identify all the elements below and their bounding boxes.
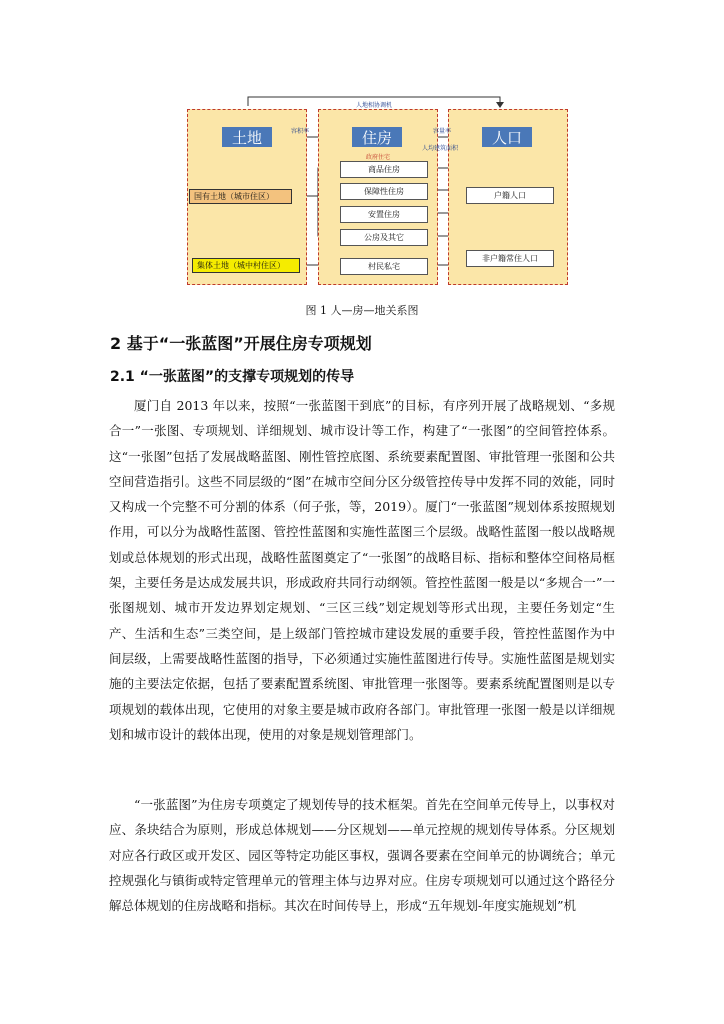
relationship-diagram [0, 0, 724, 300]
land-housing-label: 容积率 [291, 128, 310, 135]
housing-header: 住房 [352, 127, 402, 147]
collective-land-box: 集体土地（城中村住区） [192, 258, 300, 273]
registered-population: 户籍人口 [466, 187, 554, 204]
paragraph-1 [109, 393, 615, 747]
state-land-box: 国有土地（城市住区） [189, 189, 292, 204]
paragraph-2-text: “一张蓝图”为住房专项奠定了规划传导的技术框架。首先在空间单元传导上，以事权对应、条块结合为原则，形成总体规划——分区规划——单元控规的规划传导体系。分区规划对应各行政区或开发区、园区等特定功能区事权，强调各要素在空间单元的协调统合；单元控规强化与镇街或特定管理单元的管理主体与边界对应。住房专项规划可以通过这个路径分解总体规划的住房战略和指标。其次在时间传导上，形成“五年规划-年度实施规划”机 [109, 797, 615, 914]
section-title: 2 基于“一张蓝图”开展住房专项规划 [110, 334, 372, 353]
housing-type-affordable: 保障性住房 [340, 183, 428, 200]
subsection-title: 2.1 “一张蓝图”的支撑专项规划的传导 [110, 369, 355, 385]
paragraph-1-text: 厦门自 2013 年以来，按照“一张蓝图干到底”的目标，有序列开展了战略规划、“多规合一”一张图、专项规划、详细规划、城市设计等工作，构建了“一张图”的空间管控体系。这“一张图”包括了发展战略蓝图、刚性管控底图、系统要素配置图、审批管理一张图和公共空间营造指引。这些不同层级的“图”在城市空间分区分级管控传导中发挥不同的效能，同时又构成一个完整不可分割的体系（何子张，等，2019）。厦门“一张蓝图”规划体系按照规划作用，可以分为战略性蓝图、管控性蓝图和实施性蓝图三个层级。战略性蓝图一般以战略规划或总体规划的形式出现，战略性蓝图奠定了“一张图”的战略目标、指标和整体空间格局框架，主要任务是达成发展共识，形成政府共同行动纲领。管控性蓝图一般是以“多规合一”一张图规划、城市开发边界划定规划、“三区三线”划定规划等形式出现，主要任务划定“生产、生活和生态”三类空间，是上级部门管控城市建设发展的重要手段，管控性蓝图作为中间层级，上需要战略性蓝图的指导，下必须通过实施性蓝图进行传导。实施性蓝图是规划实施的主要法定依据，包括了要素配置系统图、审批管理一张图等。要素系统配置图则是以专项规划的载体出现，它使用的对象主要是城市政府各部门。审批管理一张图一般是以详细规划和城市设计的载体出现，使用的对象是规划管理部门。 [109, 398, 615, 742]
top-label: 人地相协调机 [356, 102, 393, 109]
housing-type-commercial: 商品住房 [340, 161, 428, 178]
village-housing: 村民私宅 [340, 258, 428, 275]
paragraph-2 [109, 792, 615, 918]
housing-pop-sub-label: 人均建筑面积 [422, 145, 459, 152]
housing-type-public: 公房及其它 [340, 229, 428, 246]
land-header: 土地 [222, 127, 272, 147]
population-header: 人口 [482, 127, 532, 147]
non-registered-population: 非户籍常住人口 [466, 250, 554, 267]
policy-housing-label: 政府住宅 [366, 154, 391, 161]
housing-pop-label: 容量率 [433, 128, 452, 135]
figure-caption: 图 1 人—房—地关系图 [305, 304, 419, 317]
housing-type-resettlement: 安置住房 [340, 206, 428, 223]
